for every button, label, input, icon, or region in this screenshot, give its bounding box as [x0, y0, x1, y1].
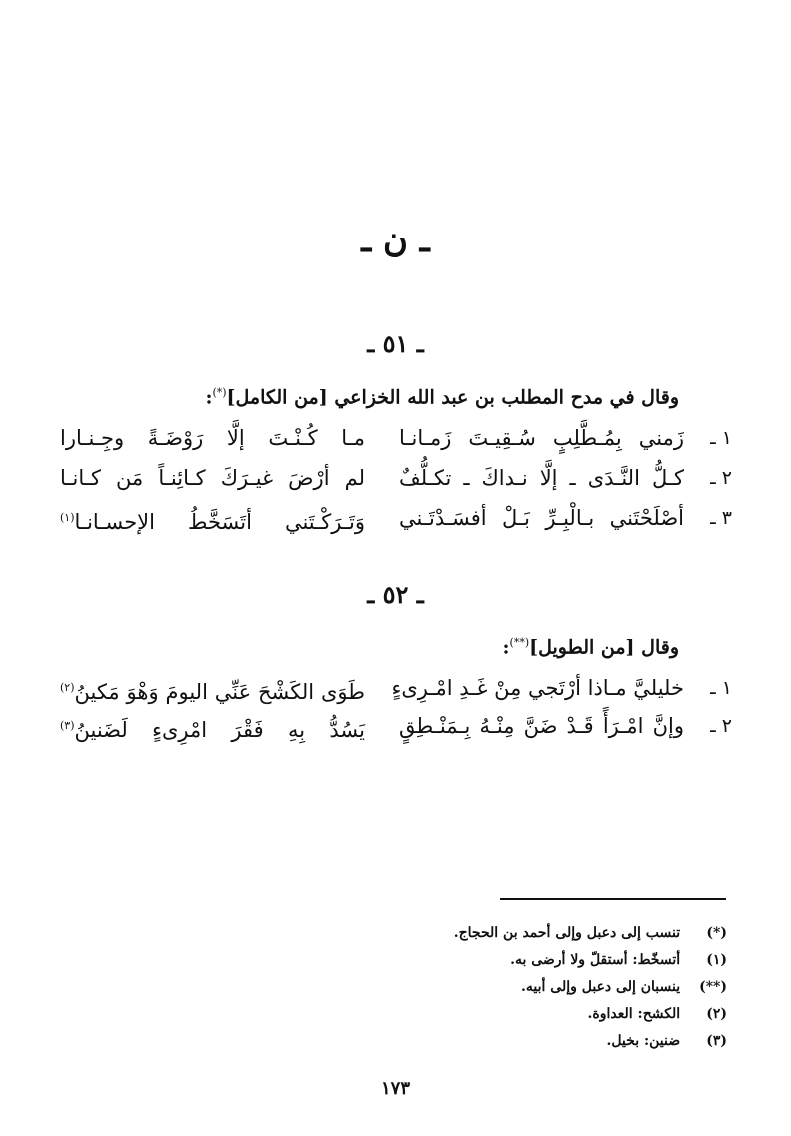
verse-number: ٢ ـ: [710, 715, 732, 737]
verse-second-hemistich-text: وَتَـرَكْـتَني أتَسَخَّطُ الإحسـانـا: [74, 510, 365, 534]
poem-intro: [119, 378, 679, 412]
verse-line: [60, 668, 732, 708]
verse-second-hemistich: [60, 458, 365, 498]
footnote: [307, 1001, 727, 1028]
footnote-marker: (١): [706, 952, 727, 968]
footnote-marker: (٢): [706, 1006, 727, 1022]
verse-line: [60, 458, 732, 498]
footnote-mark: (٣): [60, 719, 75, 732]
verse-first-hemistich: خليليَّ مـاذا أرْتَجي مِنْ غَـدِ امْـرِىءٍ: [391, 676, 684, 700]
rhyme-letter-heading: ـ ن ـ: [361, 220, 430, 260]
verse-second-hemistich: [60, 706, 365, 750]
verse-second-hemistich: [60, 418, 365, 458]
verse-first-hemistich: وإنَّ امْـرَأً قَـدْ ضَنَّ مِنْـهُ بِـمَنْـطِقٍ: [399, 714, 684, 738]
footnote-text: ينسبان إلى دعبل وإلى أبيه.: [521, 979, 681, 995]
footnote-marker: (**): [699, 979, 727, 995]
poem-intro: [119, 628, 679, 662]
footnote: [307, 920, 727, 947]
footnote: [307, 947, 727, 974]
footnote-text: تنسب إلى دعبل وإلى أحمد بن الحجاج.: [453, 925, 681, 941]
poem-number: ـ ٥١ ـ: [367, 329, 424, 358]
footnote-text: الكشح: العداوة.: [587, 1006, 681, 1022]
verse-number: ١ ـ: [710, 677, 732, 699]
footnote-marker: (*): [706, 925, 727, 941]
footnotes: [307, 920, 727, 1055]
verse-first-hemistich: زَمني بِمُـطَّلِبٍ سُـقِيـتَ زَمـانـا: [399, 426, 684, 450]
footnote: [307, 974, 727, 1001]
verse-number: ٢ ـ: [710, 467, 732, 489]
footnote-text: أتسخّط: أستقلّ ولا أرضى به.: [510, 952, 681, 968]
footnote-mark: (*): [212, 386, 227, 399]
verse-number: ٣ ـ: [710, 507, 732, 529]
footnote-divider: [500, 898, 726, 900]
footnote: [307, 1028, 727, 1055]
verse-second-hemistich-text: يَسُدُّ بِهِ فَقْرَ امْرِىءٍ لَضَنينُ: [74, 718, 365, 742]
verse-line: [60, 418, 732, 458]
poem-intro-text: وقال في مدح المطلب بن عبد الله الخزاعي [من الكامل]: [226, 386, 679, 409]
verse-number: ١ ـ: [710, 427, 732, 449]
verse-second-hemistich-text: لم أرْضَ غيـرَكَ كـائِنـاً مَن كـانـا: [60, 466, 365, 490]
verse-second-hemistich: [60, 498, 365, 542]
footnote-mark: (**): [509, 636, 530, 649]
footnote-text: ضنين: بخيل.: [606, 1033, 681, 1049]
page-number: ١٧٣: [380, 1078, 410, 1099]
verse-first-hemistich: أصْلَحْتَني بـالْبِـرِّ بَـلْ أفسَـدْتَـني: [399, 506, 684, 530]
poem-intro-text: وقال [من الطويل]: [529, 636, 679, 659]
verse-first-hemistich: كـلُّ النَّـدَى ـ إلَّا نـداكَ ـ تكـلُّفٌ: [399, 466, 684, 490]
footnote-marker: (٣): [706, 1033, 727, 1049]
footnote-mark: (٢): [60, 681, 75, 694]
verse-line: [60, 706, 732, 746]
verse-line: [60, 498, 732, 538]
poem-intro-colon: :: [205, 386, 213, 409]
poem-number: ـ ٥٢ ـ: [367, 580, 424, 609]
footnote-mark: (١): [60, 511, 75, 524]
verse-second-hemistich-text: مـا كُـنْـتَ إلَّا رَوْضَـةً وجِـنـارا: [60, 426, 365, 450]
poem-intro-colon: :: [502, 636, 510, 659]
verse-second-hemistich-text: طَوَى الكَشْحَ عَنِّي اليومَ وَهْوَ مَكينُ: [74, 680, 365, 704]
